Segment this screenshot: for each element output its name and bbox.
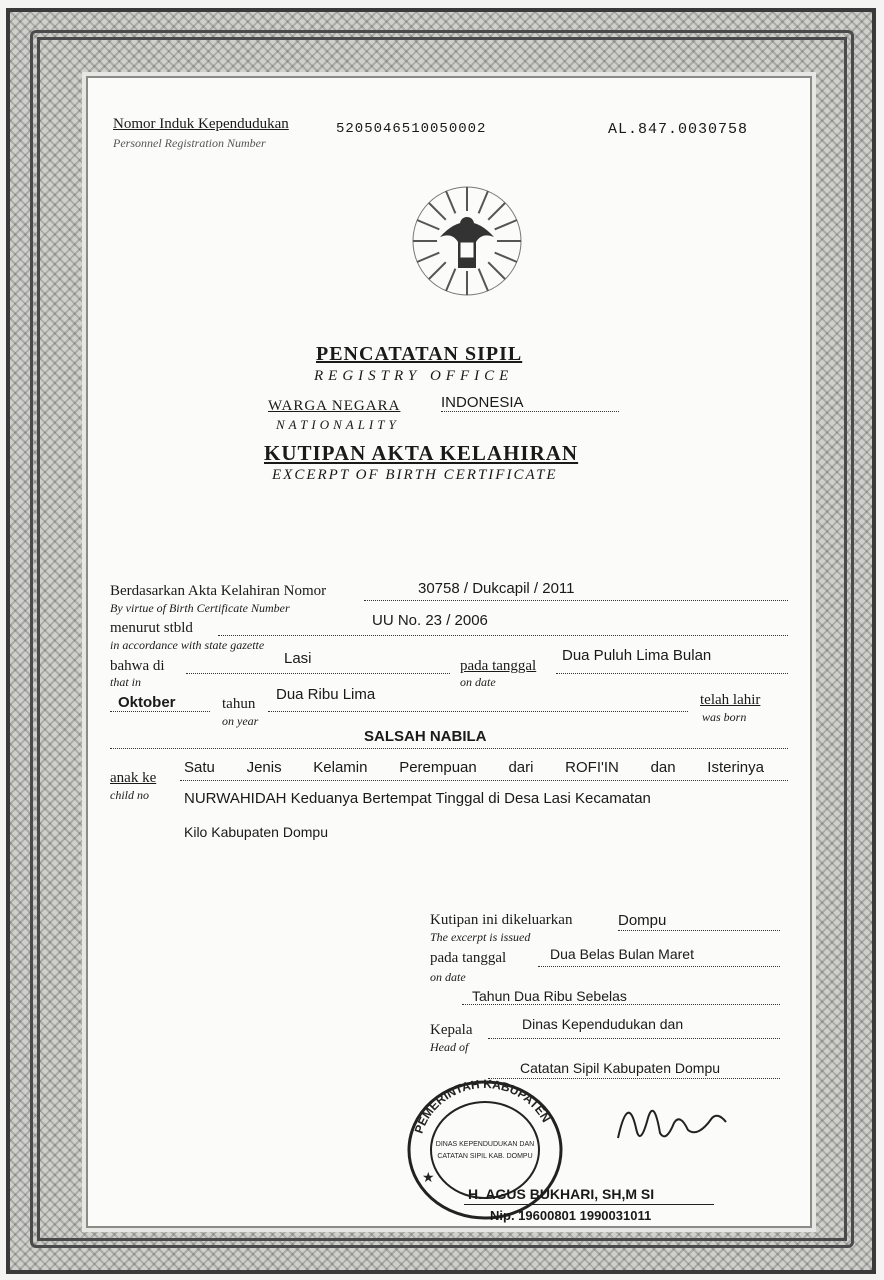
signature-icon: [608, 1088, 748, 1158]
head-label: Kepala: [430, 1022, 473, 1038]
year-value: Dua Ribu Lima: [276, 686, 376, 703]
stbld-value: UU No. 23 / 2006: [372, 612, 488, 629]
date-value: Dua Puluh Lima Bulan: [562, 647, 712, 664]
description-line-2: NURWAHIDAH Keduanya Bertempat Tinggal di Desa Lasi Kecamatan: [184, 790, 651, 807]
place-dotline: [186, 673, 450, 674]
cert-number-label-en: By virtue of Birth Certificate Number: [110, 601, 290, 615]
issue-date-label-en: on date: [430, 970, 466, 984]
head-value-2: Catatan Sipil Kabupaten Dompu: [520, 1060, 721, 1076]
child-no-label: anak ke: [110, 770, 157, 786]
cert-number-dotline: [364, 600, 788, 601]
svg-text:★: ★: [422, 1171, 435, 1186]
place-value: Lasi: [284, 650, 312, 667]
nationality-value: INDONESIA: [441, 394, 619, 412]
description-line-1: Satu Jenis Kelamin Perempuan dari ROFI'IN dan Isterinya: [184, 759, 764, 776]
child-name-dotline: [110, 748, 788, 749]
document-title-en: EXCERPT OF BIRTH CERTIFICATE: [272, 467, 558, 483]
born-label-en: was born: [702, 710, 747, 724]
issue-date-value-1: Dua Belas Bulan Maret: [550, 946, 694, 962]
description-dotline-1: [180, 780, 788, 781]
nik-label: Nomor Induk Kependudukan: [113, 116, 289, 132]
issued-label-en: The excerpt is issued: [430, 930, 531, 944]
issued-label: Kutipan ini dikeluarkan: [430, 912, 573, 928]
stamp-inner-line-1: DINAS KEPENDUDUKAN DAN: [435, 1141, 535, 1148]
issue-date-dotline-1: [538, 966, 780, 967]
year-label: tahun: [222, 696, 256, 712]
date-label: pada tanggal: [460, 658, 537, 674]
stbld-label-en: in accordance with state gazette: [110, 638, 265, 652]
serial-number: AL.847.0030758: [608, 121, 749, 138]
date-label-en: on date: [460, 675, 496, 689]
place-label-en: that in: [110, 675, 142, 689]
year-dotline: [268, 711, 688, 712]
issue-date-value-2: Tahun Dua Ribu Sebelas: [472, 988, 627, 1004]
description-line-3: Kilo Kabupaten Dompu: [184, 824, 328, 840]
child-no-label-en: child no: [110, 788, 149, 802]
nationality-label: WARGA NEGARA: [268, 398, 401, 414]
month-value: Oktober: [118, 694, 176, 711]
issue-date-dotline-2: [462, 1004, 780, 1005]
issued-place-dotline: [618, 930, 780, 931]
stamp-inner-line-2: CATATAN SIPIL KAB. DOMPU: [437, 1153, 533, 1160]
document-title: KUTIPAN AKTA KELAHIRAN: [264, 441, 579, 465]
office-title-en: REGISTRY OFFICE: [314, 368, 514, 384]
head-dotline-1: [488, 1038, 780, 1039]
signatory-underline: [464, 1204, 714, 1205]
signatory-nip: Nip. 19600801 1990031011: [490, 1208, 652, 1223]
nik-label-en: Personnel Registration Number: [113, 136, 266, 150]
date-dotline: [556, 673, 788, 674]
stbld-dotline: [218, 635, 788, 636]
nik-value: 5205046510050002: [336, 121, 487, 137]
born-label: telah lahir: [700, 692, 761, 708]
cert-number-value: 30758 / Dukcapil / 2011: [418, 580, 575, 597]
head-value-1: Dinas Kependudukan dan: [522, 1016, 684, 1032]
certificate-paper: [88, 78, 810, 1226]
year-label-en: on year: [222, 714, 259, 728]
issued-place: Dompu: [618, 912, 667, 929]
child-name: SALSAH NABILA: [364, 728, 487, 745]
issue-date-label: pada tanggal: [430, 950, 507, 966]
signatory-name: H. AGUS BUKHARI, SH,M SI: [468, 1186, 655, 1202]
nationality-label-en: NATIONALITY: [276, 417, 400, 432]
month-dotline: [110, 711, 210, 712]
place-label: bahwa di: [110, 658, 165, 674]
office-title: PENCATATAN SIPIL: [316, 343, 523, 365]
head-label-en: Head of: [430, 1040, 469, 1054]
garuda-emblem-icon: [410, 182, 524, 300]
stbld-label: menurut stbld: [110, 620, 193, 636]
cert-number-label: Berdasarkan Akta Kelahiran Nomor: [110, 583, 327, 599]
stamp-ring-text: PEMERINTAH KABUPATEN: [411, 1076, 554, 1136]
